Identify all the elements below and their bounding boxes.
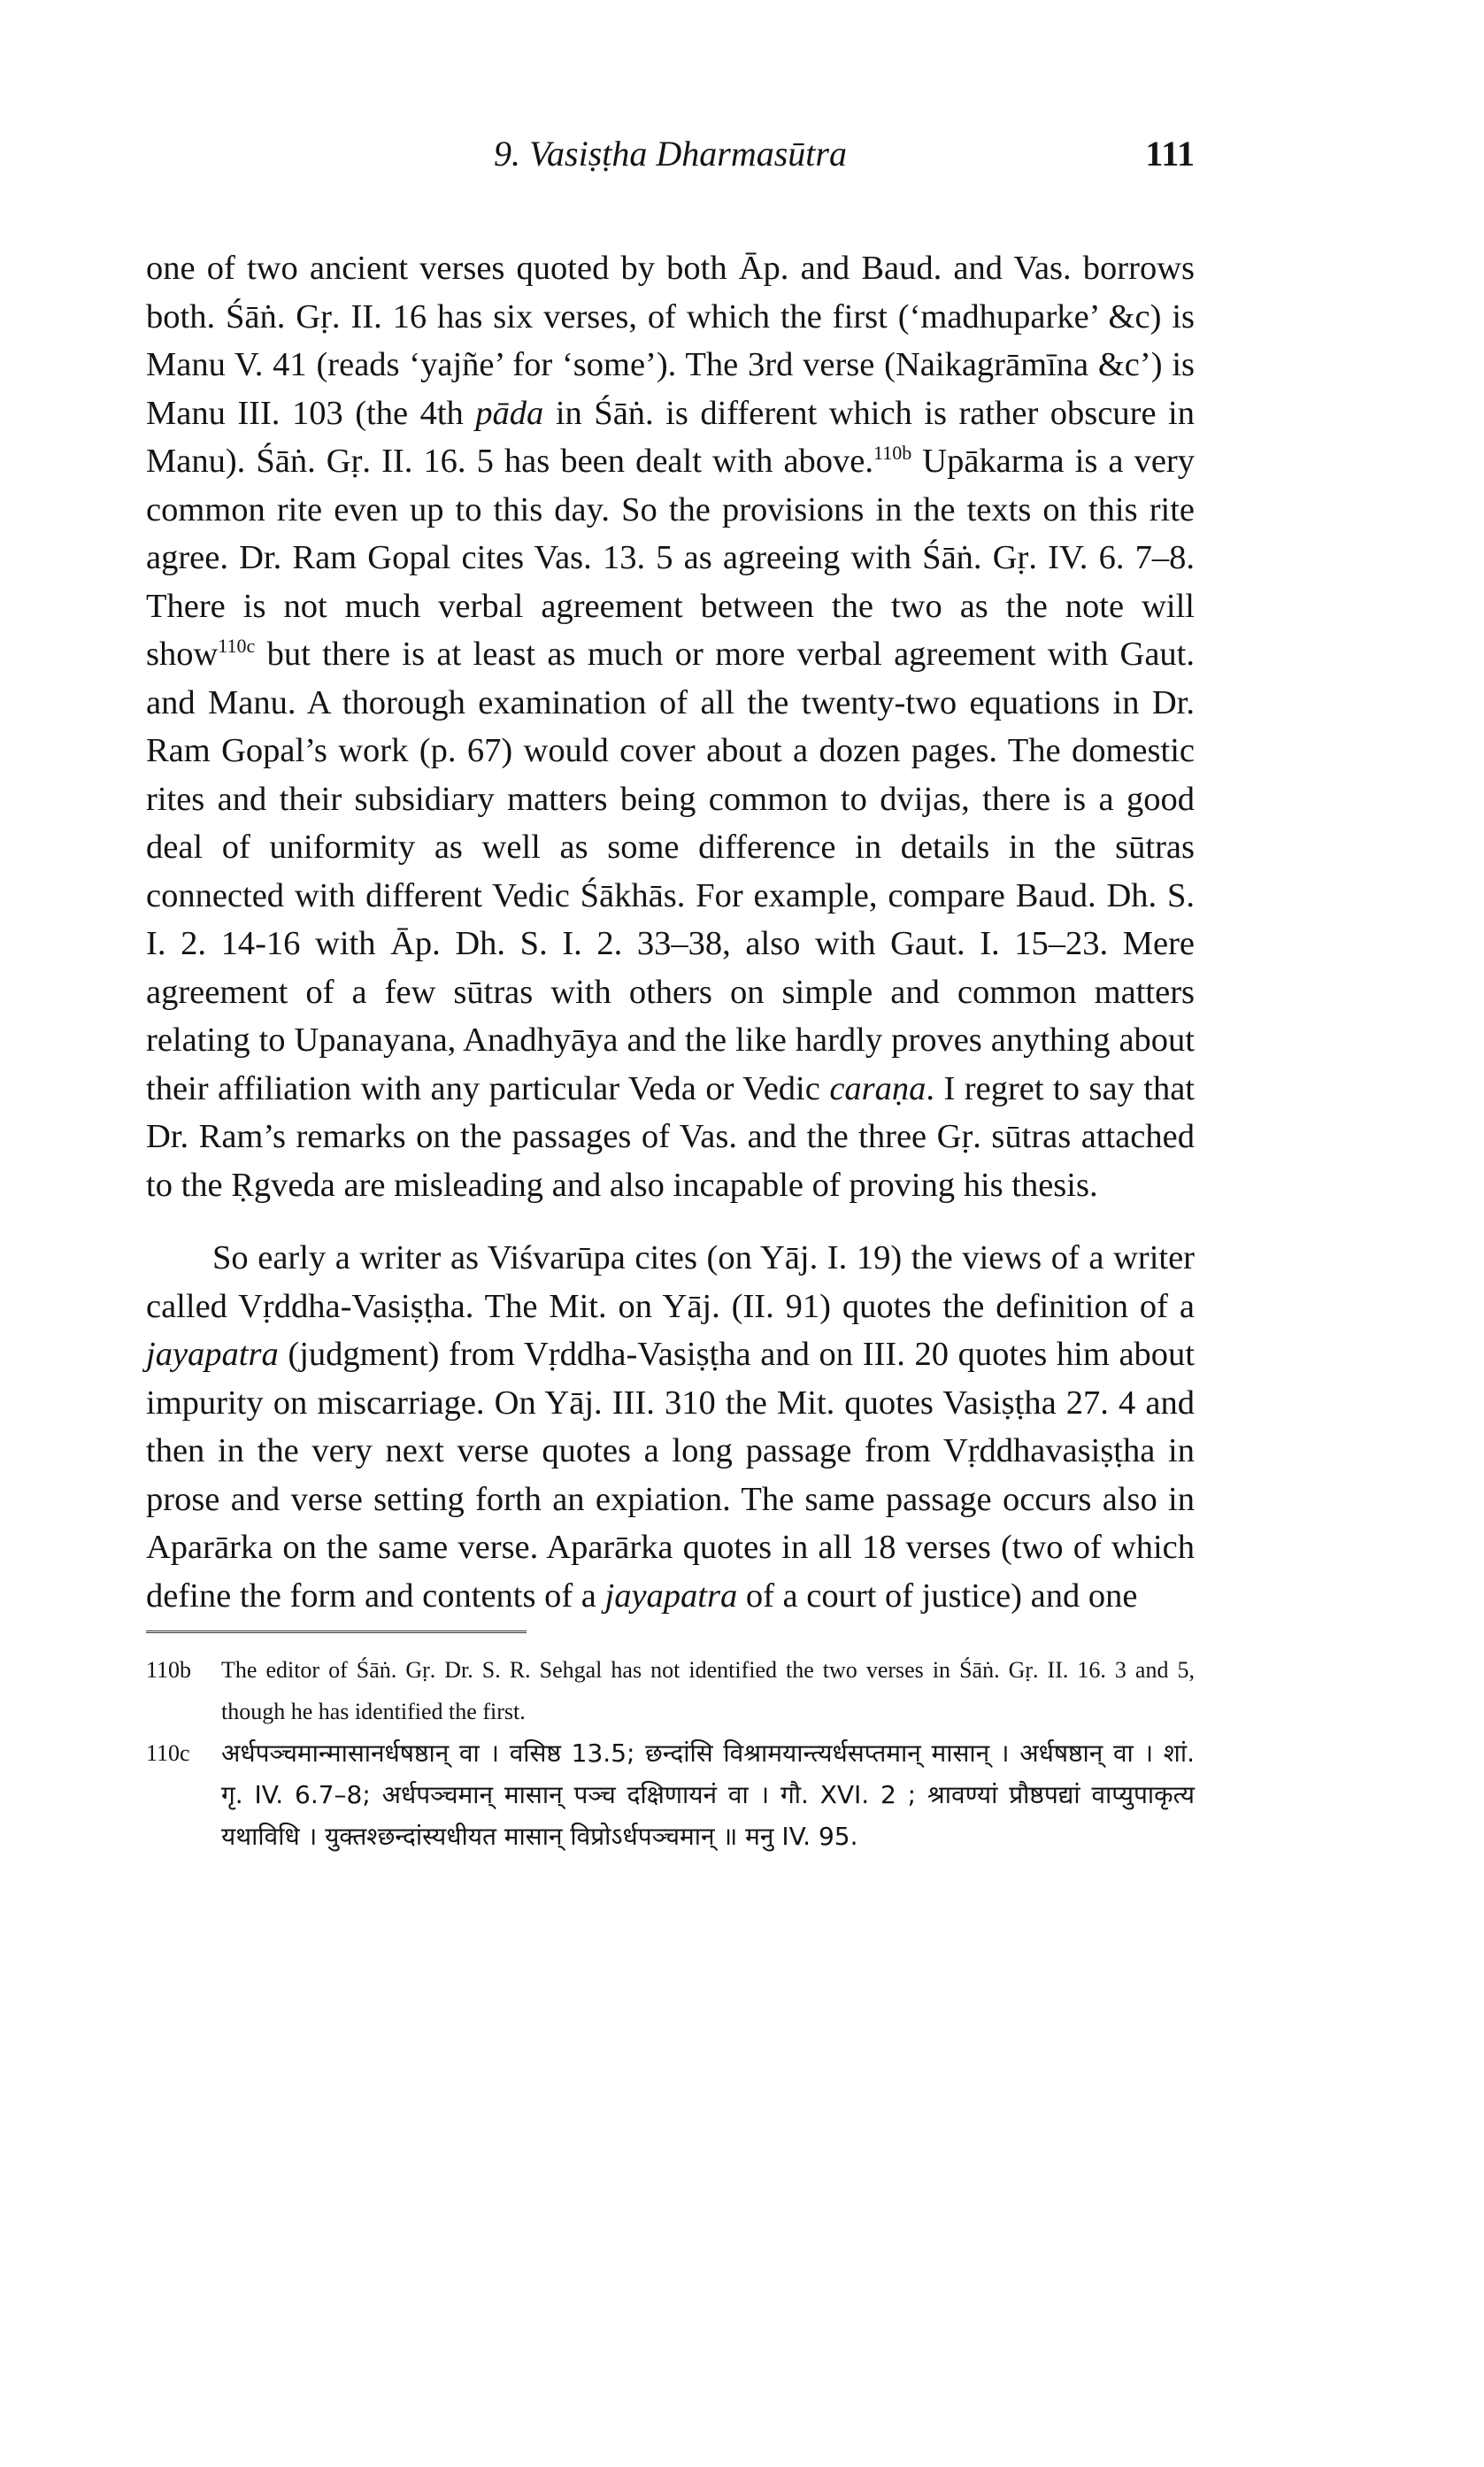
footnote xyxy=(146,1649,1195,1732)
text-run: So early a writer as Viśvarūpa cites (on Yāj. I. 19) the views of a writer called Vṛddha-Vasiṣṭha. The Mit. on Yāj. (II. 91) quotes the definition of a xyxy=(146,1239,1195,1325)
italic-term: jayapatra xyxy=(604,1577,738,1615)
footnote-mark: 110c xyxy=(146,1740,190,1766)
text-run: (judgment) from Vṛddha-Vasiṣṭha and on III. 20 quotes him about impurity on miscarriage. On Yāj. III. 310 the Mit. quotes Vasiṣṭha 27. 4 and then in the very next verse quotes a long passage from Vṛddhavasiṣṭha in prose and verse setting forth an expiation. The same passage occurs also in Aparārka on the same verse. Aparārka quotes in all 18 verses (two of which define the form and contents of a xyxy=(146,1336,1195,1615)
footnote-text: The editor of Śāṅ. Gṛ. Dr. S. R. Sehgal has not identified the two verses in Śāṅ. Gṛ. II. 16. 3 and 5, though he has identified the first. xyxy=(221,1657,1195,1724)
footnote-text: अर्धपञ्चमान्मासानर्धषष्ठान् वा । वसिष्ठ 13.5; छन्दांसि विश्रामयान्त्यर्धसप्तमान् मासान् । अर्धषष्ठान् वा । शां. गृ. IV. 6.7–8; अर्धपञ्चमान् मासान् पञ्च दक्षिणायनं वा । गौ. XVI. 2 ; श्रावण्यां प्रौष्ठपद्यां वाप्युपाकृत्य यथाविधि । युक्तश्छन्दांस्यधीयत मासान् विप्रोऽर्धपञ्चमान् ॥ मनु IV. 95. xyxy=(221,1738,1195,1851)
text-run: one of two ancient verses quoted by both Āp. and Baud. and Vas. borrows both. Śāṅ. Gṛ. II. 16 has six verses, of which the first (‘madhuparke’ &c) is Manu V. 41 (reads ‘yajñe’ for ‘some’). The 3rd verse (Naikagrāmīna &c’) is Manu III. 103 (the 4th xyxy=(146,250,1195,432)
text-run: but there is at least as much or more verbal agreement with Gaut. and Manu. A thorough examination of all the twenty-two equations in Dr. Ram Gopal’s work (p. 67) would cover about a dozen pages. The domestic rites and their subsidiary matters being common to dvijas, there is a good deal of uniformity as well as some difference in details in the sūtras connected with different Vedic Śākhās. For example, compare Baud. Dh. S. I. 2. 14-16 with Āp. Dh. S. I. 2. 33–38, also with Gaut. I. 15–23. Mere agreement of a few sūtras with others on simple and common matters relating to Upanayana, Anadhyāya and the like hardly proves anything about their affiliation with any particular Veda or Vedic xyxy=(146,636,1195,1107)
running-header xyxy=(146,133,1195,195)
paragraph xyxy=(146,1234,1195,1620)
footnotes xyxy=(146,1649,1195,1857)
running-title: 9. Vasiṣṭha Dharmasūtra xyxy=(494,134,847,173)
text-run: . I regret to say that Dr. Ram’s remarks on the passages of Vas. and the three Gṛ. sūtras attached to the Ṛgveda are misleading and also incapable of proving his thesis. xyxy=(146,1069,1195,1204)
text-run: of a court of justice) and one xyxy=(737,1577,1138,1615)
paragraph xyxy=(146,244,1195,1209)
italic-term: pāda xyxy=(475,394,544,432)
footnote-ref: 110b xyxy=(873,442,912,465)
italic-term: jayapatra xyxy=(146,1336,279,1373)
page xyxy=(146,133,1195,1857)
footnote-rule xyxy=(146,1631,527,1633)
body-text xyxy=(146,244,1195,1620)
footnote-mark: 110b xyxy=(146,1657,192,1683)
footnote xyxy=(146,1732,1195,1857)
text-run: Upākarma is a very common rite even up to this day. So the provisions in the texts on this rite agree. Dr. Ram Gopal cites Vas. 13. 5 as agreeing with Śāṅ. Gṛ. IV. 6. 7–8. There is not much verbal agreement between the two as the note will show xyxy=(146,443,1195,673)
page-number: 111 xyxy=(1145,134,1195,173)
text-run: in Śāṅ. is different which is rather obscure in Manu). Śāṅ. Gṛ. II. 16. 5 has been dealt with above. xyxy=(146,394,1195,480)
footnote-ref: 110c xyxy=(218,635,256,658)
italic-term: caraṇa xyxy=(829,1069,927,1107)
